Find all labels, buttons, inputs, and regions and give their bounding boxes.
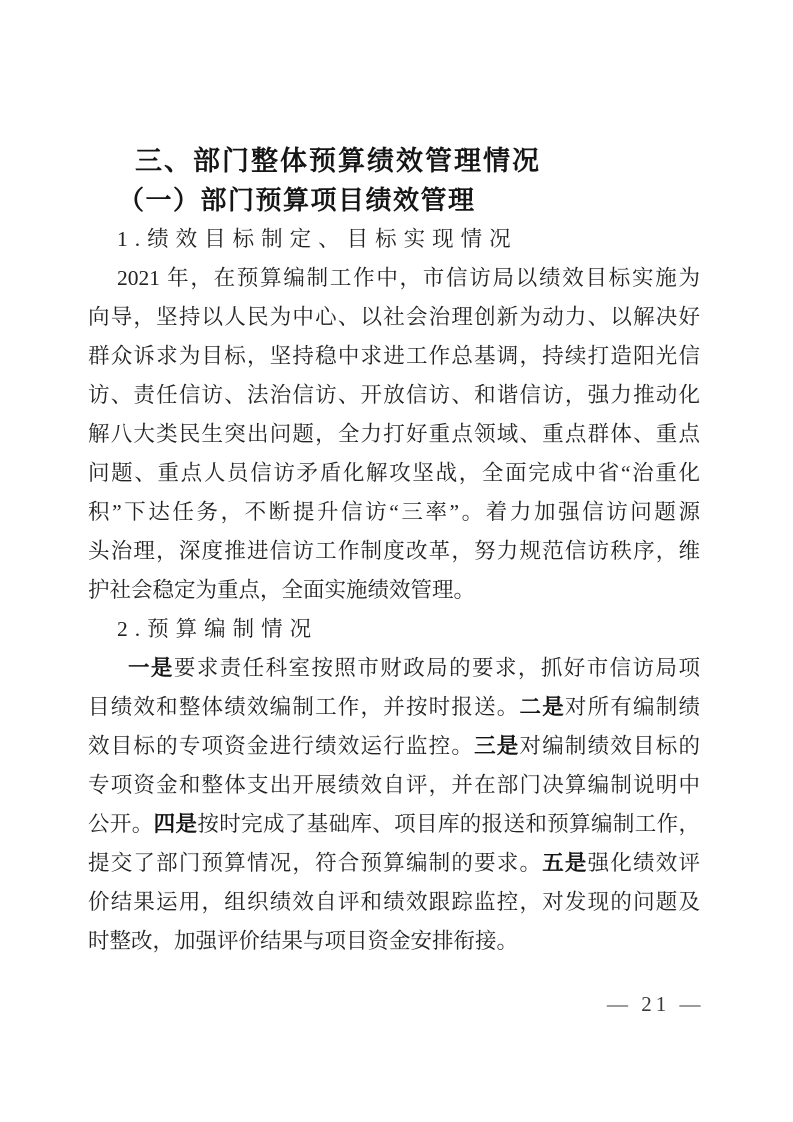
bold-emphasis: 一是 <box>128 656 174 680</box>
text-segment: 向导，坚持以人民为中心、以社会治理创新为动力、以解决好 <box>88 305 700 329</box>
bold-emphasis: 二是 <box>519 695 565 719</box>
text-segment: 价结果运用，组织绩效自评和绩效跟踪监控，对发现的问题及 <box>88 890 700 914</box>
text-line <box>88 688 700 727</box>
item2-heading: 2.预算编制情况 <box>117 617 319 641</box>
text-segment: 2021 年，在预算编制工作中，市信访局以绩效目标实施为 <box>117 266 700 290</box>
text-segment: 解八大类民生突出问题，全力打好重点领域、重点群体、重点 <box>88 422 700 446</box>
text-segment: 访、责任信访、法治信访、开放信访、和谐信访，强力推动化 <box>88 383 700 407</box>
text-segment: 时整改，加强评价结果与项目资金安排衔接。 <box>88 929 519 953</box>
section-heading: 三、部门整体预算绩效管理情况 <box>135 146 541 177</box>
text-line <box>88 337 700 376</box>
text-segment: 群众诉求为目标，坚持稳中求进工作总基调，持续打造阳光信 <box>88 344 700 368</box>
text-line <box>88 376 700 415</box>
text-line <box>88 766 700 805</box>
text-segment: 效目标的专项资金进行绩效运行监控。 <box>88 734 475 758</box>
bold-emphasis: 三是 <box>474 734 520 758</box>
item1-heading: 1.绩效目标制定、目标实现情况 <box>117 227 518 251</box>
text-line <box>88 883 700 922</box>
paragraph-1 <box>88 259 700 610</box>
text-line <box>88 571 700 610</box>
text-line <box>88 649 700 688</box>
text-line <box>88 727 700 766</box>
text-segment: 按时完成了基础库、项目库的报送和预算编制工作， <box>197 812 700 836</box>
text-segment: 强化绩效评 <box>587 851 700 875</box>
text-segment: 提交了部门预算情况，符合预算编制的要求。 <box>88 851 543 875</box>
bold-emphasis: 四是 <box>153 812 198 836</box>
text-segment: 专项资金和整体支出开展绩效自评，并在部门决算编制说明中 <box>88 773 700 797</box>
paragraph-2 <box>88 649 700 961</box>
text-line <box>88 415 700 454</box>
text-line <box>88 454 700 493</box>
page-number: — 21 — <box>607 992 705 1016</box>
bold-emphasis: 五是 <box>542 851 588 875</box>
text-line <box>88 298 700 337</box>
text-segment: 积”下达任务，不断提升信访“三率”。着力加强信访问题源 <box>88 500 700 524</box>
text-segment: 对编制绩效目标的 <box>519 734 700 758</box>
text-line <box>88 805 700 844</box>
text-line <box>88 532 700 571</box>
text-line <box>88 844 700 883</box>
text-line <box>88 493 700 532</box>
document-body <box>88 142 700 961</box>
text-segment: 要求责任科室按照市财政局的要求，抓好市信访局项 <box>173 656 700 680</box>
text-segment: 护社会稳定为重点，全面实施绩效管理。 <box>88 578 476 602</box>
text-segment: 头治理，深度推进信访工作制度改革，努力规范信访秩序，维 <box>88 539 700 563</box>
text-segment: 目绩效和整体绩效编制工作，并按时报送。 <box>88 695 520 719</box>
text-segment: 公开。 <box>88 812 154 836</box>
text-segment: 对所有编制绩 <box>564 695 700 719</box>
text-line <box>88 922 700 961</box>
text-segment: 问题、重点人员信访矛盾化解攻坚战，全面完成中省“治重化 <box>88 461 700 485</box>
subsection-heading: （一）部门预算项目绩效管理 <box>118 186 476 215</box>
text-line <box>88 259 700 298</box>
